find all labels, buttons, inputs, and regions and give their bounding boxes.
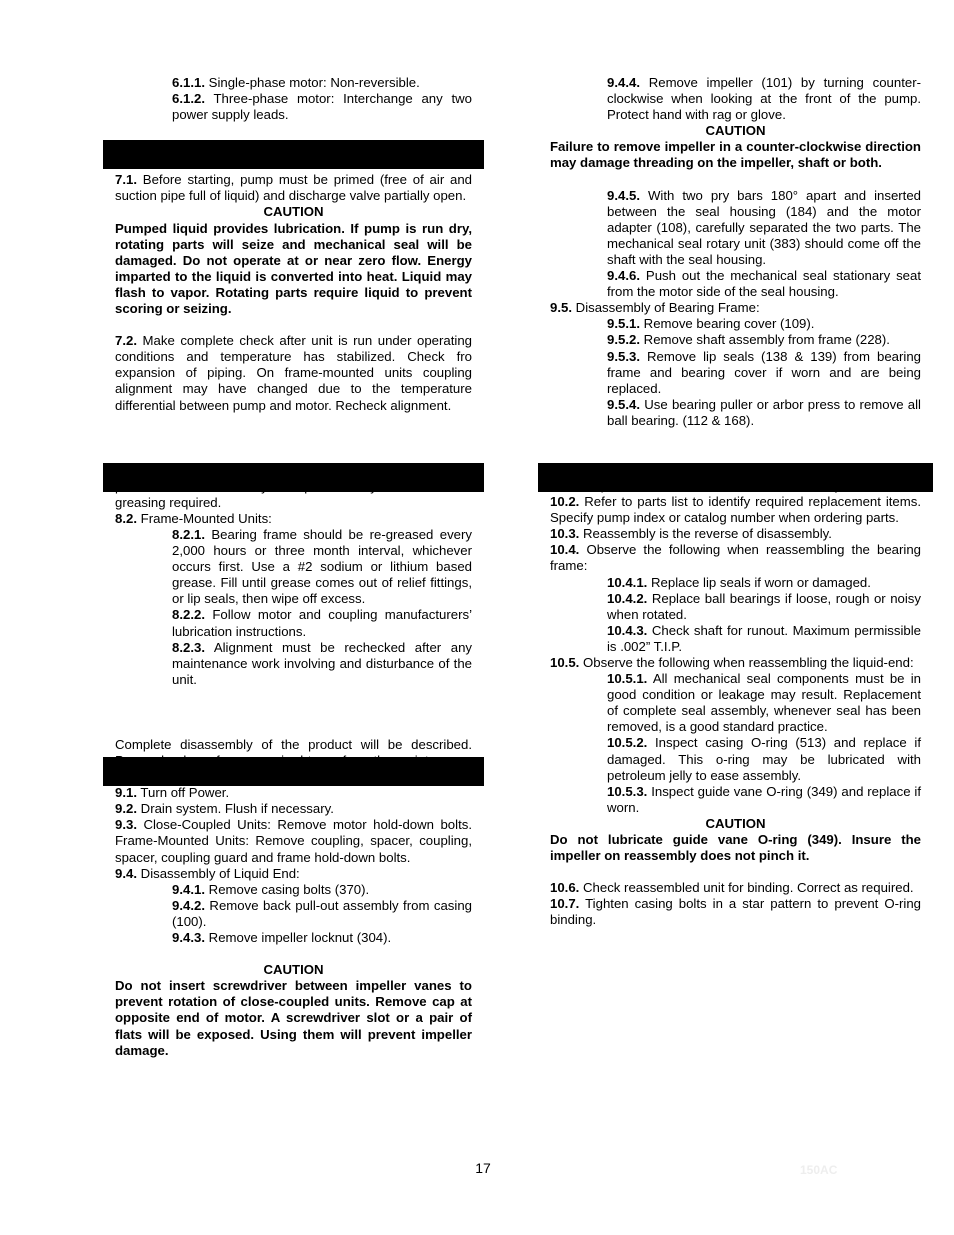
paragraph-9-intro: Complete disassembly of the product will be described. Proceed only as far as required to perform the maintenance work needed. (115, 736, 472, 785)
paragraph-9-4: 9.4. Disassembly of Liquid End: (115, 865, 300, 881)
paragraph-9-4-5: 9.4.5. With two pry bars 180° apart and inserted between the seal housing (184) and the motor adapter (108), carefully separated the two parts. The mechanical seal rotary unit (383) should come off the shaft with the seal housing. (607, 187, 921, 267)
page-number: 17 (475, 1160, 491, 1176)
paragraph-9-5-3: 9.5.3. Remove lip seals (138 & 139) from bearing frame and bearing cover if worn and are being replaced. (607, 348, 921, 396)
left-column (115, 75, 472, 1059)
paragraph-7-2: 7.2. Make complete check after unit is run under operating conditions and temperature has stabilized. Check fro expansion of piping. On frame-mounted units coupling alignment may have changed due to the temperature differential between pump and motor. Recheck alignment. (115, 333, 472, 413)
paragraph-9-3: 9.3. Close-Coupled Units: Remove motor hold-down bolts. Frame-Mounted Units: Remove coupling, spacer, coupling, spacer, coupling guard and frame hold-down bolts. (115, 817, 472, 865)
caution-text: Do not lubricate guide vane O-ring (349). Insure the impeller on reassembly does not pinch it. (550, 832, 921, 864)
paragraph-10-5: 10.5. Observe the following when reassembling the liquid-end: (550, 655, 914, 670)
caution-text: Do not insert screwdriver between impeller vanes to prevent rotation of close-coupled units. Remove cap at opposite end of motor. A screwdriver slot or a pair of flats will be exposed. Using them will prevent impeller damage. (115, 978, 472, 1058)
paragraph-8-2-2: 8.2.2. Follow motor and coupling manufacturers’ lubrication instructions. (172, 607, 472, 639)
right-column (550, 75, 921, 929)
caution-heading: CAUTION (705, 815, 766, 831)
paragraph-9-4-6: 9.4.6. Push out the mechanical seal stationary seat from the motor side of the seal housing. (607, 268, 921, 300)
paragraph-6-1-1: 6.1.1. Single-phase motor: Non-reversible. (172, 75, 420, 90)
paragraph-7-1: 7.1. Before starting, pump must be primed (free of air and suction pipe full of liquid) and discharge valve partially open. (115, 172, 472, 204)
caution-text: Pumped liquid provides lubrication. If pump is run dry, rotating parts will seize and mechanical seal will be damaged. Do not operate at or near zero flow. Energy imparted to the liquid is converted into heat. Liquid may flash to vapor. Rotating parts require liquid to prevent scoring or seizing. (115, 220, 472, 317)
caution-text: Failure to remove impeller in a counter-clockwise direction may damage threading on the impeller, shaft or both. (550, 139, 921, 171)
paragraph-9-2: 9.2. Drain system. Flush if necessary. (115, 801, 334, 817)
paragraph-10-4-1: 10.4.1. Replace lip seals if worn or damaged. (607, 574, 871, 590)
paragraph-8-2-1: 8.2.1. Bearing frame should be re-greased every 2,000 hours or three month interval, whichever occurs first. Use a #2 sodium or lithium based grease. Fill until grease comes out of relief fittings, or lip seals, then wipe off excess. (172, 526, 472, 607)
paragraph-8-1: 8.1. Close-coupled Unit. Ball bearings are located in and are part of the motor. They are permanently lubricated. No greasing required. (115, 462, 472, 510)
caution-heading: CAUTION (705, 123, 766, 139)
paragraph-10-6: 10.6. Check reassembled unit for binding. Correct as required. (550, 880, 914, 896)
paragraph-9-5-4: 9.5.4. Use bearing puller or arbor press to remove all ball bearing. (112 & 168). (607, 396, 921, 428)
paragraph-10-7: 10.7. Tighten casing bolts in a star pattern to prevent O-ring binding. (550, 896, 921, 928)
paragraph-9-4-2: 9.4.2. Remove back pull-out assembly from casing (100). (172, 897, 472, 929)
paragraph-10-1: 10.1. All parts should be cleaned before assembly. (550, 477, 844, 493)
paragraph-10-4: 10.4. Observe the following when reassembling the bearing frame: (550, 542, 921, 574)
paragraph-6-1-2: 6.1.2. Three-phase motor: Interchange any two power supply leads. (172, 91, 472, 123)
paragraph-9-5: 9.5. Disassembly of Bearing Frame: (550, 300, 760, 316)
paragraph-10-5-3: 10.5.3. Inspect guide vane O-ring (349) and replace if worn. (607, 783, 921, 815)
paragraph-8-2-3: 8.2.3. Alignment must be rechecked after any maintenance work involving and disturbance of the unit. (172, 639, 472, 687)
caution-heading: CAUTION (263, 204, 324, 220)
paragraph-10-3: 10.3. Reassembly is the reverse of disassembly. (550, 526, 832, 542)
paragraph-10-4-3: 10.4.3. Check shaft for runout. Maximum permissible is .002” T.I.P. (607, 622, 921, 654)
paragraph-9-5-1: 9.5.1. Remove bearing cover (109). (607, 316, 815, 332)
paragraph-9-4-1: 9.4.1. Remove casing bolts (370). (172, 881, 370, 897)
paragraph-10-5-1: 10.5.1. All mechanical seal components must be in good condition or leakage may result. Replacement of complete seal assembly, whenever seal has been removed, is a good standard practice. (607, 671, 921, 735)
paragraph-10-5-2: 10.5.2. Inspect casing O-ring (513) and replace if damaged. This o-ring may be lubricated with petroleum jelly to ease assembly. (607, 735, 921, 783)
paragraph-10-4-2: 10.4.2. Replace ball bearings if loose, rough or noisy when rotated. (607, 590, 921, 622)
paragraph-10-2: 10.2. Refer to parts list to identify required replacement items. Specify pump index or catalog number when ordering parts. (550, 494, 921, 526)
caution-heading: CAUTION (263, 962, 324, 978)
paragraph-9-4-4: 9.4.4. Remove impeller (101) by turning counter-clockwise when looking at the front of the pump. Protect hand with rag or glove. (607, 75, 921, 123)
model-watermark: 150AC (800, 1163, 838, 1177)
paragraph-8-2: 8.2. Frame-Mounted Units: (115, 510, 272, 526)
paragraph-9-4-3: 9.4.3. Remove impeller locknut (304). (172, 930, 392, 946)
paragraph-9-1: 9.1. Turn off Power. (115, 785, 230, 801)
paragraph-9-5-2: 9.5.2. Remove shaft assembly from frame (228). (607, 332, 890, 348)
